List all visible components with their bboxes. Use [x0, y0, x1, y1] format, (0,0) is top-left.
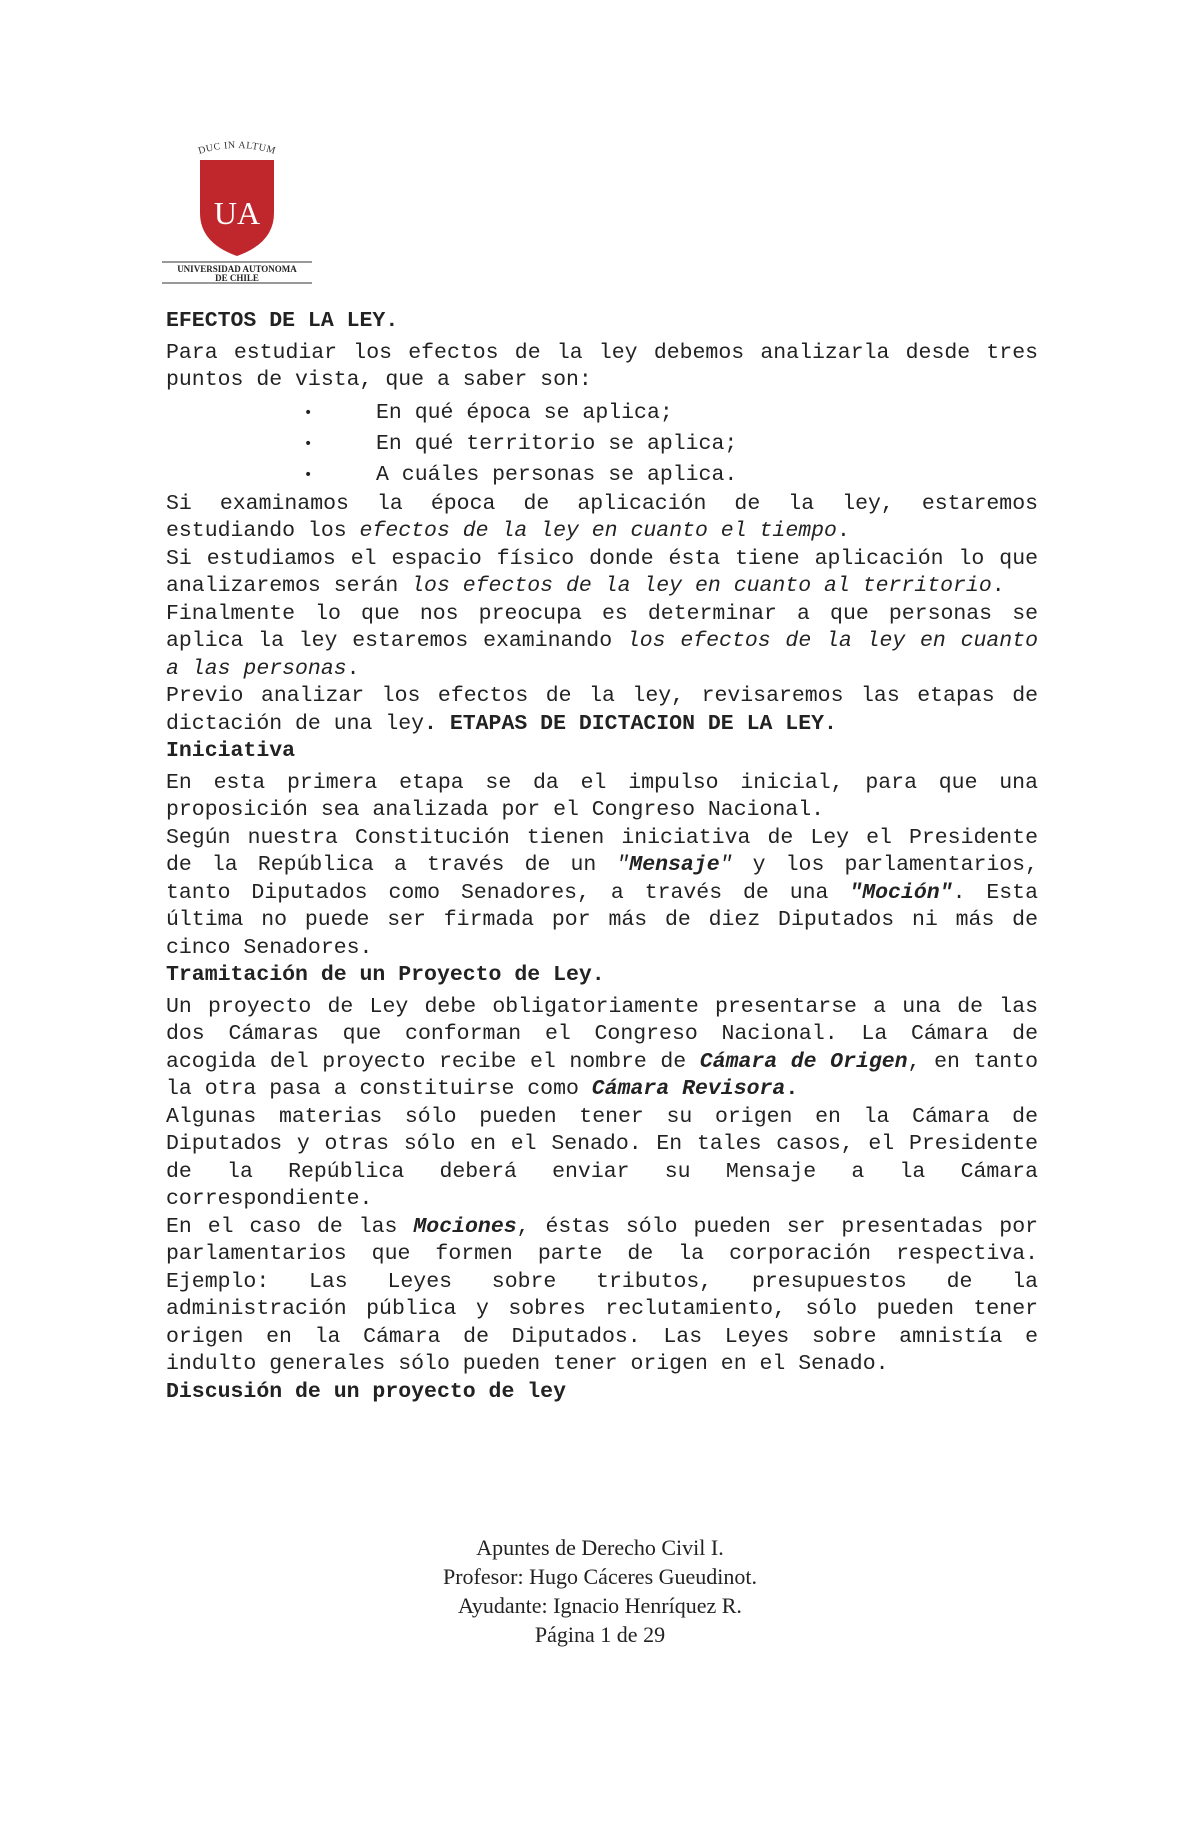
- section-heading-efectos: EFECTOS DE LA LEY.: [166, 309, 399, 333]
- bullet-icon: •: [304, 466, 313, 483]
- section-heading-discusion: Discusión de un proyecto de ley: [166, 1379, 566, 1404]
- university-logo: [162, 138, 312, 284]
- paragraph-personas: Finalmente lo que nos preocupa es determinar a que personas se aplica la ley estaremos examinando los efectos de la ley en cuanto a las personas.: [166, 601, 1038, 681]
- paragraph-tramitacion-2: Algunas materias sólo pueden tener su origen en la Cámara de Diputados y otras sólo en el Senado. En tales casos, el Presidente de la República deberá enviar su Mensaje a la Cámara correspondiente.: [166, 1104, 1038, 1211]
- bullet-icon: •: [304, 435, 313, 452]
- intro-paragraph: Para estudiar los efectos de la ley debemos analizarla desde tres puntos de vista, que a saber son:: [166, 340, 1038, 392]
- footer-course: Apuntes de Derecho Civil I.: [476, 1535, 724, 1560]
- list-item: • En qué territorio se aplica;: [166, 429, 1038, 460]
- logo-name-line1: UNIVERSIDAD AUTONOMA: [177, 264, 297, 274]
- footer-assistant: Ayudante: Ignacio Henríquez R.: [458, 1593, 742, 1618]
- footer-page-number: Página 1 de 29: [534, 1622, 666, 1647]
- paragraph-iniciativa-2: Según nuestra Constitución tienen iniciativa de Ley el Presidente de la República a través de un "Mensaje" y los parlamentarios, tanto Diputados como Senadores, a través de una "Moción". Esta última no puede ser firmada por más de diez Diputados ni más de cinco Senadores.: [166, 825, 1038, 960]
- section-heading-iniciativa: Iniciativa: [166, 739, 296, 763]
- svg-text:DUC IN ALTUM: [197, 140, 277, 157]
- footer-professor: Profesor: Hugo Cáceres Gueudinot.: [442, 1564, 758, 1589]
- paragraph-territorio: Si estudiamos el espacio físico donde ésta tiene aplicación lo que analizaremos serán los efectos de la ley en cuanto al territorio.: [166, 546, 1038, 598]
- list-item: • En qué época se aplica;: [166, 398, 1038, 429]
- bullet-icon: •: [304, 404, 313, 421]
- list-item: • A cuáles personas se aplica.: [166, 460, 1038, 491]
- logo-motto: DUC IN ALTUM: [196, 139, 277, 157]
- logo-initials: UA: [213, 195, 261, 231]
- paragraph-tiempo: Si examinamos la época de aplicación de la ley, estaremos estudiando los efectos de la ley en cuanto el tiempo.: [166, 491, 1038, 543]
- page-footer: [0, 1533, 1200, 1649]
- logo-name-line2: DE CHILE: [215, 273, 259, 283]
- document-body: [166, 308, 1038, 1406]
- paragraph-tramitacion-3: En el caso de las Mociones, éstas sólo pueden ser presentadas por parlamentarios que formen parte de la corporación respectiva. Ejemplo: Las Leyes sobre tributos, presupuestos de la administración pública y sobres reclutamiento, sólo pueden tener origen en la Cámara de Diputados. Las Leyes sobre amnistía e indulto generales sólo pueden tener origen en el Senado.: [166, 1214, 1038, 1376]
- paragraph-iniciativa-1: En esta primera etapa se da el impulso inicial, para que una proposición sea analizada por el Congreso Nacional.: [166, 770, 1038, 822]
- paragraph-tramitacion-1: Un proyecto de Ley debe obligatoriamente presentarse a una de las dos Cámaras que conforman el Congreso Nacional. La Cámara de acogida del proyecto recibe el nombre de Cámara de Origen, en tanto la otra pasa a constituirse como Cámara Revisora.: [166, 994, 1038, 1101]
- section-heading-tramitacion: Tramitación de un Proyecto de Ley.: [166, 963, 605, 987]
- paragraph-etapas: Previo analizar los efectos de la ley, revisaremos las etapas de dictación de una ley. ETAPAS DE DICTACION DE LA LEY.: [166, 684, 1038, 736]
- bullet-list: [166, 398, 1038, 491]
